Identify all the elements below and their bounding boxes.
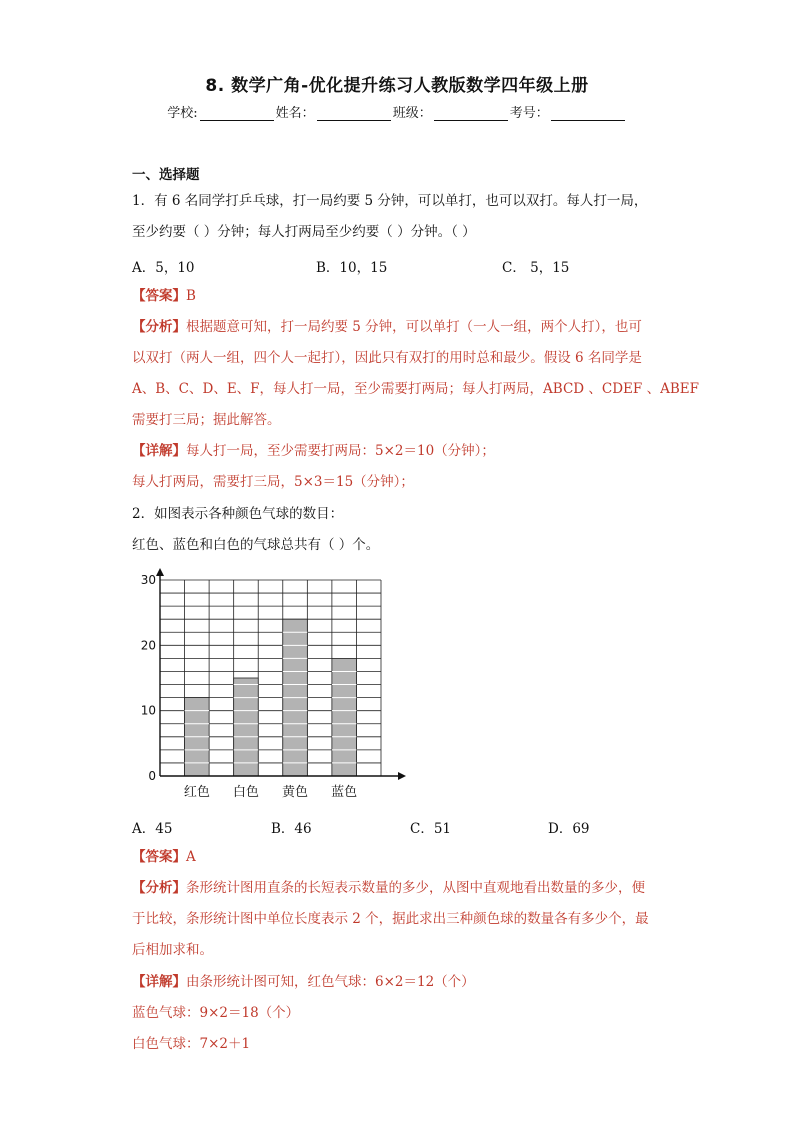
q1-option-a[interactable]: A．5，10 <box>132 260 195 276</box>
balloon-bar-chart <box>138 568 418 803</box>
q2-option-a[interactable]: A．45 <box>132 821 173 837</box>
x-tick-label: 红色 <box>183 785 210 800</box>
answer-value: B <box>186 288 196 304</box>
analysis-text: 根据题意可知，打一局约要 5 分钟，可以单打（一人一组，两个人打），也可 <box>186 319 642 335</box>
q2-option-c[interactable]: C．51 <box>410 821 452 837</box>
bar-2 <box>234 678 259 776</box>
q1-analysis-line-3: A、B、C、D、E、F，每人打一局，至少需要打两局；每人打两局，ABCD 、CDEF 、ABEF <box>132 381 699 397</box>
school-label: 学校: <box>167 106 198 121</box>
answer-value: A <box>186 849 196 865</box>
q2-analysis-line-2: 于比较，条形统计图中单位长度表示 2 个，据此求出三种颜色球的数量各有多少个，最 <box>132 911 649 927</box>
x-tick-label: 黄色 <box>282 785 309 800</box>
bar-4 <box>332 658 357 776</box>
q1-stem-line-1: 1．有 6 名同学打乒乓球，打一局约要 5 分钟，可以单打，也可以双打。每人打一局， <box>132 193 648 209</box>
q2-analysis-line-1 <box>132 879 645 897</box>
q2-analysis-line-3: 后相加求和。 <box>132 942 213 958</box>
class-blank[interactable] <box>434 108 508 121</box>
y-tick-label: 20 <box>140 638 156 653</box>
y-tick-label: 0 <box>148 769 156 783</box>
y-tick-label: 10 <box>140 703 156 718</box>
q1-option-c[interactable]: C． 5，15 <box>502 260 570 276</box>
x-tick-label: 蓝色 <box>331 785 358 800</box>
exam-no-blank[interactable] <box>551 108 625 121</box>
q1-analysis-line-4: 需要打三局；据此解答。 <box>132 412 281 428</box>
school-blank[interactable] <box>200 108 274 121</box>
x-axis-arrow <box>398 772 406 780</box>
class-label: 班级： <box>392 106 432 121</box>
q2-option-b[interactable]: B．46 <box>271 821 312 837</box>
exam-no-label: 考号： <box>509 106 549 121</box>
x-tick-label: 白色 <box>232 785 259 800</box>
q1-detail-line-2: 每人打两局，需要打三局，5×3＝15（分钟）； <box>132 474 414 490</box>
detail-text: 每人打一局，至少需要打两局：5×2＝10（分钟）； <box>186 443 495 459</box>
q2-detail-line-2: 蓝色气球：9×2＝18（个） <box>132 1005 300 1021</box>
name-label: 姓名： <box>275 106 315 121</box>
q2-stem-line-2: 红色、蓝色和白色的气球总共有（ ）个。 <box>132 537 380 553</box>
section-title: 一、选择题 <box>132 167 200 183</box>
detail-tag: 【详解】 <box>132 974 186 990</box>
analysis-tag: 【分析】 <box>132 880 186 896</box>
student-info-row <box>0 102 794 121</box>
q2-detail-line-1 <box>132 973 475 991</box>
q2-detail-line-3: 白色气球：7×2＋1 <box>132 1036 251 1052</box>
q1-analysis-line-2: 以双打（两人一组，四个人一起打），因此只有双打的用时总和最少。假设 6 名同学是 <box>132 350 642 366</box>
detail-tag: 【详解】 <box>132 443 186 459</box>
analysis-text: 条形统计图用直条的长短表示数量的多少，从图中直观地看出数量的多少，便 <box>186 880 645 896</box>
q2-answer <box>132 848 196 866</box>
y-tick-label: 30 <box>140 573 156 587</box>
q2-stem-line-1: 2．如图表示各种颜色气球的数目： <box>132 506 344 522</box>
analysis-tag: 【分析】 <box>132 319 186 335</box>
answer-tag: 【答案】 <box>132 849 186 865</box>
q2-option-d[interactable]: D．69 <box>548 821 590 837</box>
q1-analysis-line-1 <box>132 318 642 336</box>
detail-text: 由条形统计图可知，红色气球：6×2＝12（个） <box>186 974 475 990</box>
page-title: 8. 数学广角-优化提升练习人教版数学四年级上册 <box>205 76 589 96</box>
q1-detail-line-1 <box>132 442 495 460</box>
q1-stem-line-2: 至少约要（ ）分钟；每人打两局至少约要（ ）分钟。（ ） <box>132 224 476 240</box>
answer-tag: 【答案】 <box>132 288 186 304</box>
q1-option-b[interactable]: B．10，15 <box>316 260 388 276</box>
y-axis-arrow <box>156 568 164 576</box>
q1-answer <box>132 287 196 305</box>
name-blank[interactable] <box>317 108 391 121</box>
